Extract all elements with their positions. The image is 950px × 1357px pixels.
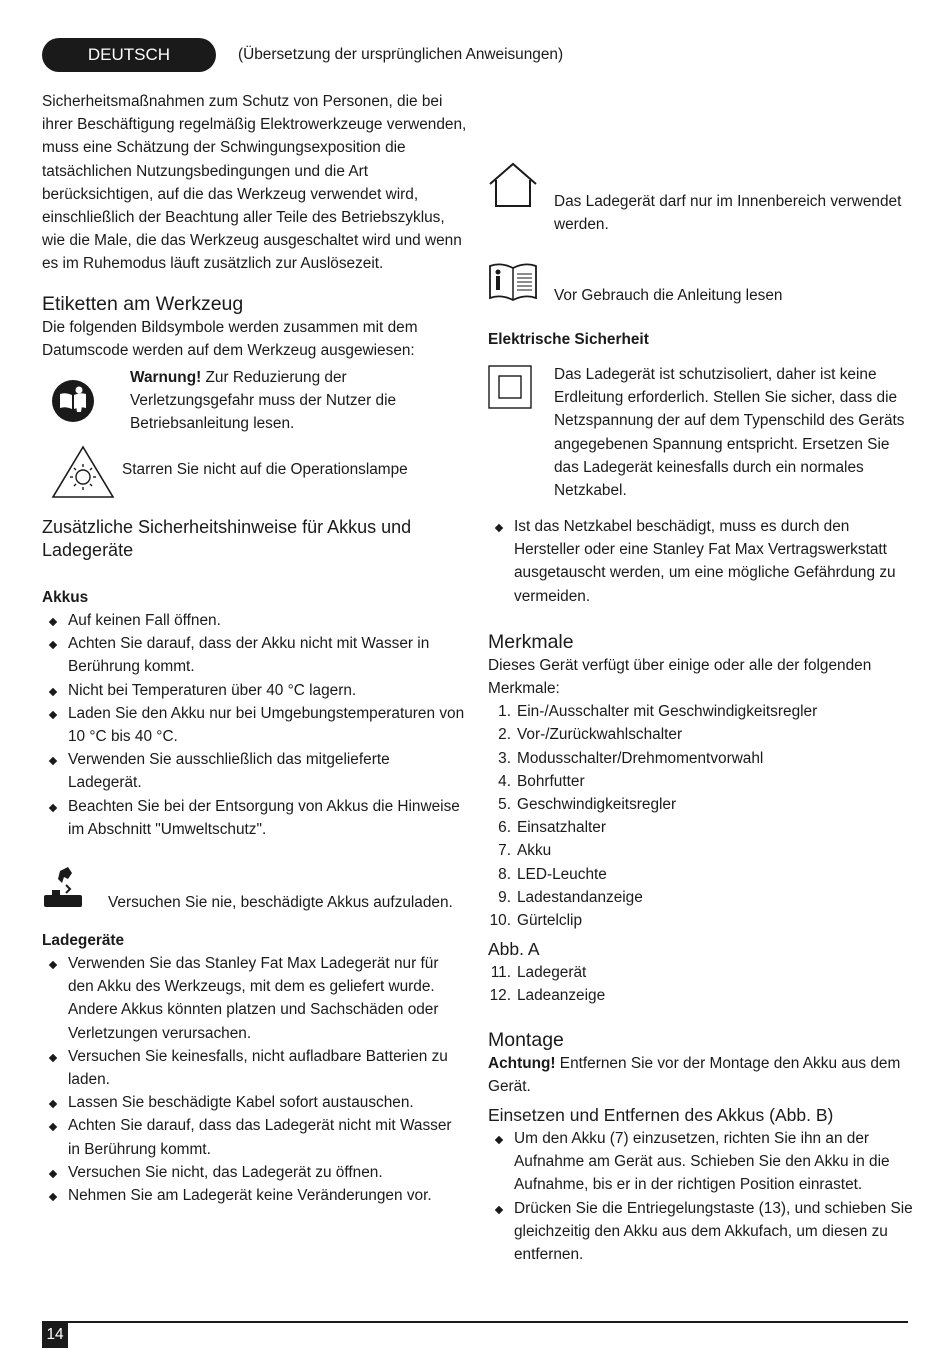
list-item: Achten Sie darauf, dass das Ladegerät nicht mit Wasser in Berührung kommt. (42, 1114, 467, 1160)
damaged-battery-icon (42, 865, 86, 909)
akkus-heading: Akkus (42, 589, 89, 607)
list-item (488, 770, 913, 793)
page-number: 14 (42, 1322, 68, 1348)
item-number: 4. (498, 772, 511, 790)
list-item (488, 984, 913, 1007)
item-number: 1. (498, 703, 511, 721)
language-badge: DEUTSCH (42, 38, 216, 72)
list-item (488, 863, 913, 886)
item-number: 7. (498, 842, 511, 860)
list-item: Ist das Netzkabel beschädigt, muss es durch den Hersteller oder eine Stanley Fat Max Vertragswerkstatt ausgetauscht werden, um eine mögliche Gefährdung zu vermeiden. (488, 515, 913, 608)
list-item (488, 723, 913, 746)
figure-a-list (488, 961, 913, 1007)
translation-note: (Übersetzung der ursprünglichen Anweisungen) (238, 46, 564, 63)
item-text: LED-Leuchte (517, 865, 607, 883)
list-item: Beachten Sie bei der Entsorgung von Akkus die Hinweise im Abschnitt "Umweltschutz". (42, 795, 467, 841)
list-item: Nicht bei Temperaturen über 40 °C lagern. (42, 679, 467, 702)
warning-text (130, 366, 430, 436)
charger-heading: Ladegeräte (42, 932, 125, 950)
house-icon (488, 162, 538, 208)
warning-row (42, 366, 467, 436)
features-text: Dieses Gerät verfügt über einige oder alle der folgenden Merkmale: (488, 656, 872, 698)
item-number: 9. (498, 888, 511, 906)
item-text: Ladeanzeige (517, 987, 606, 1005)
item-text: Einsatzhalter (517, 819, 606, 837)
item-number: 2. (498, 726, 511, 744)
left-column (42, 90, 467, 1207)
list-item: Lassen Sie beschädigte Kabel sofort austauschen. (42, 1091, 467, 1114)
labels-text: Die folgenden Bildsymbole werden zusammen mit dem Datumscode werden auf dem Werkzeug ausgewiesen: (42, 318, 418, 359)
right-column (488, 90, 913, 1266)
list-item (488, 909, 913, 932)
insulated-row (488, 363, 913, 515)
list-item (488, 886, 913, 909)
manual-text: Vor Gebrauch die Anleitung lesen (554, 287, 783, 304)
akkus-list (42, 609, 467, 841)
item-number: 3. (498, 749, 511, 767)
assembly-body: Entfernen Sie vor der Montage den Akku aus dem Gerät. (488, 1054, 901, 1095)
item-text: Ladestandanzeige (517, 888, 643, 906)
cable-list (488, 515, 913, 608)
list-item: Achten Sie darauf, dass der Akku nicht mit Wasser in Berührung kommt. (42, 632, 467, 678)
list-item: Um den Akku (7) einzusetzen, richten Sie ihn an der Aufnahme am Gerät aus. Schieben Sie den Akku in die Aufnahme, bis er in der richtigen Position einrastet. (488, 1127, 913, 1197)
item-number: 12. (489, 987, 511, 1005)
lamp-warning-icon (50, 444, 116, 500)
vibration-intro: Sicherheitsmaßnahmen zum Schutz von Personen, die bei ihrer Beschäftigung regelmäßig Elektrowerkzeuge verwenden, muss eine Schätzung der Schwingungsexposition die tatsächlichen Nutzungsbedingungen und die Art berücksichtigen, auf die das Werkzeug verwendet wird, einschließlich der Beachtung aller Teile des Betriebszyklus, wie die Male, die das Werkzeug ausgeschaltet wird und wenn es im Ruhemodus läuft zusätzlich zur Auslösezeit. (42, 93, 467, 273)
double-insulated-icon (488, 365, 532, 409)
item-number: 11. (490, 964, 511, 982)
damaged-battery-text: Versuchen Sie nie, beschädigte Akkus aufzuladen. (108, 894, 453, 912)
insert-battery-heading: Einsetzen und Entfernen des Akkus (Abb. B) (488, 1105, 834, 1126)
item-number: 6. (498, 819, 511, 837)
read-manual-icon (50, 378, 96, 424)
list-item: Versuchen Sie keinesfalls, nicht aufladbare Batterien zu laden. (42, 1045, 467, 1091)
labels-heading: Etiketten am Werkzeug (42, 292, 244, 315)
list-item: Nehmen Sie am Ladegerät keine Veränderungen vor. (42, 1184, 467, 1207)
manual-book-icon (488, 262, 538, 304)
indoor-row (488, 162, 913, 312)
list-item (488, 961, 913, 984)
item-text: Gürtelclip (517, 912, 583, 930)
item-number: 5. (498, 796, 511, 814)
damaged-battery-row (42, 865, 467, 917)
warning-label: Warnung! (130, 369, 202, 387)
list-item (488, 747, 913, 770)
item-text: Akku (517, 842, 552, 860)
list-item (488, 839, 913, 862)
features-list (488, 700, 913, 932)
indoor-text: Das Ladegerät darf nur im Innenbereich verwendet werden. (554, 193, 902, 234)
item-number: 10. (489, 912, 511, 930)
list-item: Verwenden Sie ausschließlich das mitgelieferte Ladegerät. (42, 748, 467, 794)
assembly-heading: Montage (488, 1028, 564, 1051)
figure-a-heading: Abb. A (488, 939, 540, 960)
item-number: 8. (498, 865, 511, 883)
footer-rule (42, 1321, 908, 1323)
charger-list (42, 952, 467, 1207)
list-item: Drücken Sie die Entriegelungstaste (13), und schieben Sie gleichzeitig den Akku aus dem Akkufach, um diesen zu entfernen. (488, 1197, 913, 1267)
item-text: Bohrfutter (517, 772, 585, 790)
lamp-row (42, 444, 467, 510)
item-text: Ladegerät (517, 964, 587, 982)
list-item: Auf keinen Fall öffnen. (42, 609, 467, 632)
list-item: Laden Sie den Akku nur bei Umgebungstemperaturen von 10 °C bis 40 °C. (42, 702, 467, 748)
features-heading: Merkmale (488, 630, 574, 653)
list-item (488, 816, 913, 839)
list-item: Verwenden Sie das Stanley Fat Max Ladegerät nur für den Akku des Werkzeugs, mit dem es geliefert wurde. Andere Akkus könnten platzen und Sachschäden oder Verletzungen verursachen. (42, 952, 467, 1045)
list-item: Versuchen Sie nicht, das Ladegerät zu öffnen. (42, 1161, 467, 1184)
assembly-label: Achtung! (488, 1054, 556, 1072)
item-text: Vor-/Zurückwahlschalter (517, 726, 683, 744)
electrical-heading: Elektrische Sicherheit (488, 331, 649, 348)
insulated-text: Das Ladegerät ist schutzisoliert, daher ist keine Erdleitung erforderlich. Stellen Sie sicher, dass die Netzspannung der auf dem Typenschild des Geräts angegebenen Spannung entspricht. Ersetzen Sie das Ladegerät keinesfalls durch ein normales Netzkabel. (554, 366, 905, 500)
assembly-text (488, 1052, 913, 1098)
list-item (488, 793, 913, 816)
list-item (488, 700, 913, 723)
extra-safety-heading: Zusätzliche Sicherheitshinweise für Akkus und Ladegeräte (42, 517, 412, 561)
lamp-text: Starren Sie nicht auf die Operationslampe (122, 461, 408, 479)
item-text: Ein-/Ausschalter mit Geschwindigkeitsregler (517, 703, 818, 721)
warning-body: Zur Reduzierung der Verletzungsgefahr muss der Nutzer die Betriebsanleitung lesen. (130, 369, 397, 433)
insert-battery-list (488, 1127, 913, 1266)
item-text: Modusschalter/Drehmomentvorwahl (517, 749, 764, 767)
item-text: Geschwindigkeitsregler (517, 796, 677, 814)
